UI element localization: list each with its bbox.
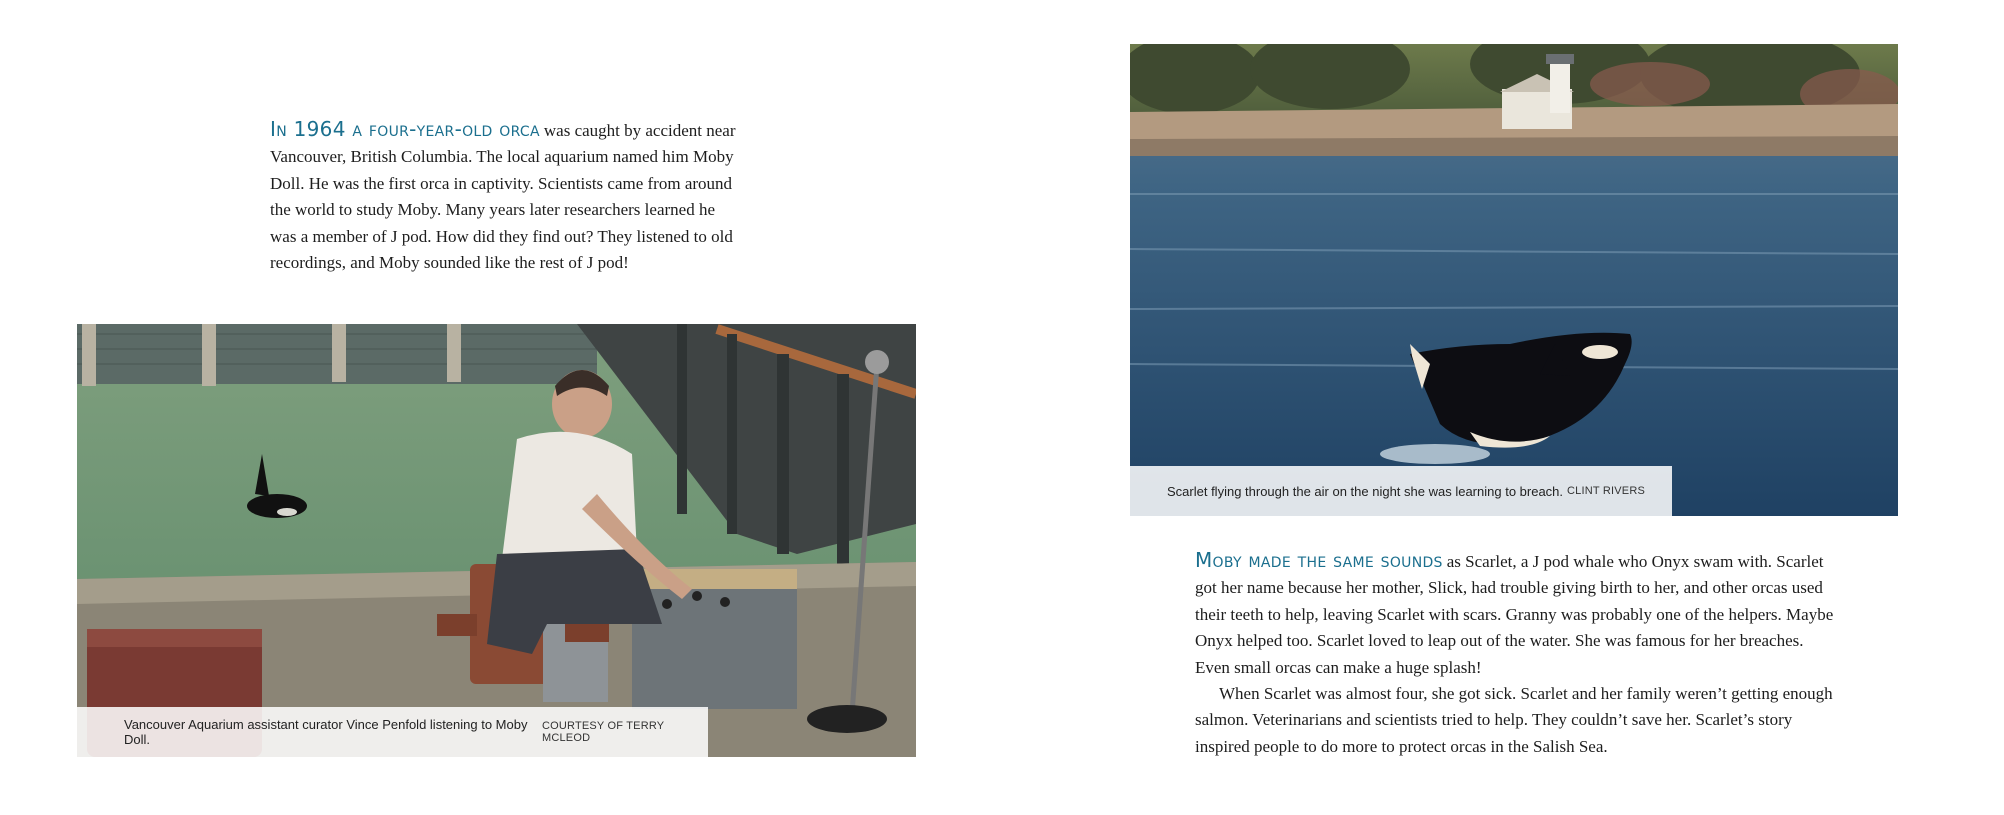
moby-doll-photo xyxy=(77,324,916,757)
right-photo-caption xyxy=(1130,466,1672,516)
scarlet-breach-photo xyxy=(1130,44,1898,516)
right-paragraph-1: as Scarlet, a J pod whale who Onyx swam with. Scarlet got her name because her mother, Slick, had trouble giving birth to her, and other orcas used their teeth to help, leaving Scarlet with scars. Granny was probably one of the helpers. Maybe Onyx helped too. Scarlet loved to leap out of the water. She was famous for her breaches. Even small orcas can make a huge splash! xyxy=(1195,552,1834,677)
right-lead-in: Moby made the same sounds xyxy=(1195,548,1443,572)
right-caption-text: Scarlet flying through the air on the night she was learning to breach. xyxy=(1167,483,1564,499)
right-paragraph-2: When Scarlet was almost four, she got sick. Scarlet and her family weren’t getting enough salmon. Veterinarians and scientists tried to help. They couldn’t save her. Scarlet’s story inspired people to do more to protect orcas in the Salish Sea. xyxy=(1195,684,1833,756)
right-page-text xyxy=(1195,547,1835,760)
left-lead-in: In 1964 a four-year-old orca xyxy=(270,117,540,141)
left-body-text: was caught by accident near Vancouver, British Columbia. The local aquarium named him Moby Doll. He was the first orca in captivity. Scientists came from around the world to study Moby. Many years later researchers learned he was a member of J pod. How did they find out? They listened to old recordings, and Moby sounded like the rest of J pod! xyxy=(270,121,736,273)
left-caption-text: Vancouver Aquarium assistant curator Vince Penfold listening to Moby Doll. xyxy=(124,717,528,747)
scarlet-breach-photo-illustration xyxy=(1130,44,1898,516)
moby-doll-photo-illustration xyxy=(77,324,916,757)
left-photo-credit: COURTESY OF TERRY MCLEOD xyxy=(541,720,665,744)
left-photo-caption xyxy=(77,707,708,757)
right-photo-credit: CLINT RIVERS xyxy=(1567,485,1646,497)
left-page-text xyxy=(270,116,740,276)
